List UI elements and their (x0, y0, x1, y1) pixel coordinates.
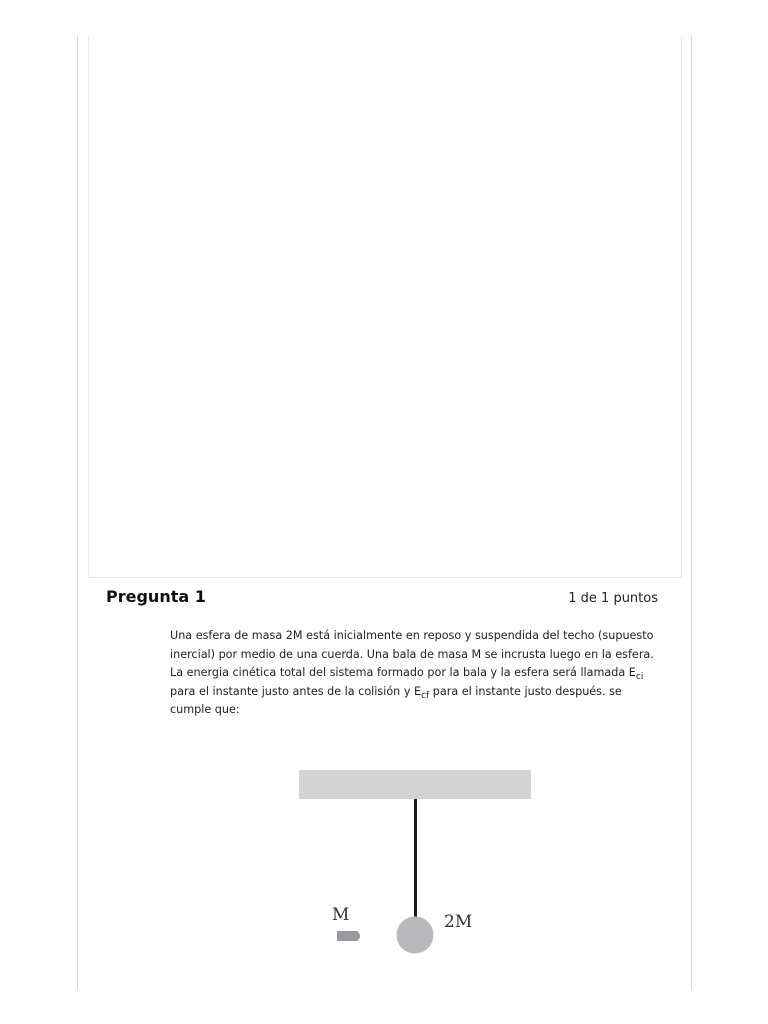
bullet-m (337, 931, 360, 941)
question-text-part2: para el instante justo antes de la colisión y E (170, 684, 422, 698)
pendulum-svg (290, 760, 550, 970)
content-border-left (77, 36, 78, 990)
question-header (106, 586, 658, 610)
pendulum-figure (290, 760, 550, 970)
question-score: 1 de 1 puntos (568, 591, 658, 606)
question-text (170, 627, 665, 720)
question-text-part1: Una esfera de masa 2M está inicialmente en reposo y suspendida del techo (supuesto inercial) por medio de una cuerda. Una bala de masa M se incrusta luego en la esfera. La energia cinética total del sistema formado por la bala y la esfera será llamada E (170, 629, 654, 679)
sphere-label: 2M (444, 912, 473, 932)
subscript-ci: ci (635, 672, 644, 682)
subscript-cf: cf (421, 690, 430, 701)
content-border-right (691, 36, 692, 990)
previous-question-card (88, 36, 682, 578)
bullet-label: M (332, 905, 350, 925)
question-text-part3: para el instante justo después. se cumple que: (170, 684, 622, 716)
ceiling-bar (299, 770, 531, 799)
question-title: Pregunta 1 (106, 587, 206, 606)
sphere-2m (397, 917, 434, 954)
